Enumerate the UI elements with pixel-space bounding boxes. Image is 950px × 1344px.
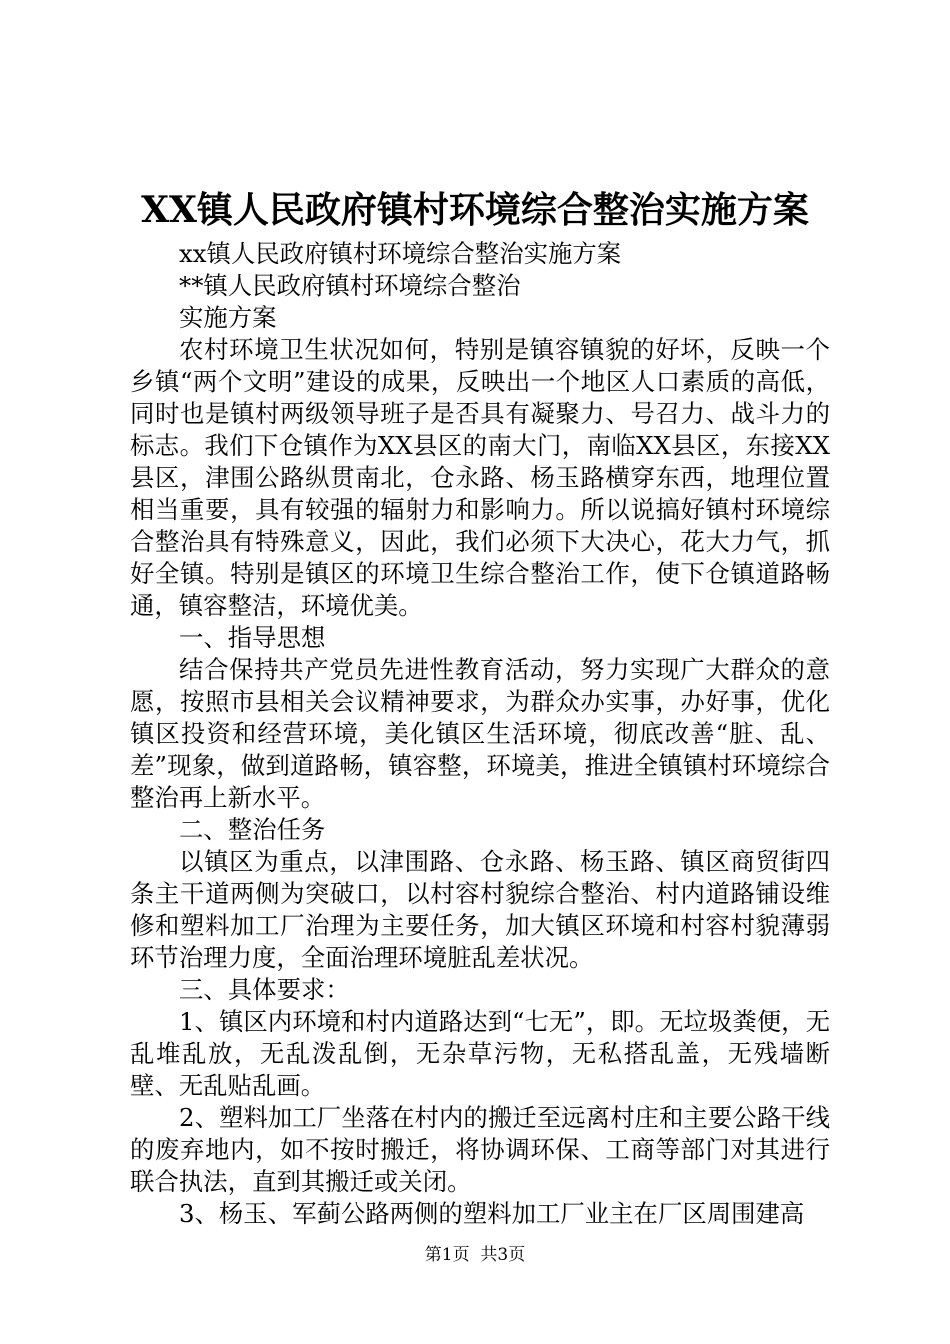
document-title: XX镇人民政府镇村环境综合整治实施方案	[141, 189, 809, 231]
paragraph-subtitle: xx镇人民政府镇村环境综合整治实施方案	[179, 239, 622, 268]
paragraph-intro: 农村环境卫生状况如何，特别是镇容镇貌的好坏，反映一个乡镇“两个文明”建设的成果，反映出一个地区人口素质的高低，同时也是镇村两级领导班子是否具有凝聚力、号召力、战斗力的标志。我们下仓镇作为XX县区的南大门，南临XX县区，东接XX县区，津围公路纵贯南北，仓永路、杨玉路横穿东西，地理位置相当重要，具有较强的辐射力和影响力。所以说搞好镇村环境综合整治具有特殊意义，因此，我们必须下大决心，花大力气，抓好全镇。特别是镇区的环境卫生综合整治工作，使下仓镇道路畅通，镇容整洁，环境优美。	[130, 335, 830, 620]
paragraph-requirement-2: 2、塑料加工厂坐落在村内的搬迁至远离村庄和主要公路干线的废弃地内，如不按时搬迁，将协调环保、工商等部门对其进行联合执法，直到其搬迁或关闭。	[130, 1103, 830, 1196]
section-heading-requirements: 三、具体要求：	[179, 975, 350, 1004]
section-heading-tasks: 二、整治任务	[179, 815, 326, 844]
page-footer: 第1页 共3页	[424, 1245, 526, 1265]
section-heading-guiding-ideology: 一、指导思想	[179, 623, 326, 652]
paragraph-requirement-3: 3、杨玉、军蓟公路两侧的塑料加工厂业主在厂区周围建高	[179, 1199, 805, 1228]
paragraph-guiding-ideology: 结合保持共产党员先进性教育活动，努力实现广大群众的意愿，按照市县相关会议精神要求，为群众办实事，办好事，优化镇区投资和经营环境，美化镇区生活环境，彻底改善“脏、乱、差”现象，做到道路畅，镇容整，环境美，推进全镇镇村环境综合整治再上新水平。	[130, 655, 830, 812]
paragraph-subtitle-3: 实施方案	[179, 303, 277, 332]
paragraph-requirement-1: 1、镇区内环境和村内道路达到“七无”，即。无垃圾粪便，无乱堆乱放，无乱泼乱倒，无杂草污物，无私搭乱盖，无残墙断壁、无乱贴乱画。	[130, 1007, 830, 1100]
paragraph-subtitle-2: **镇人民政府镇村环境综合整治	[179, 271, 521, 300]
paragraph-tasks: 以镇区为重点，以津围路、仓永路、杨玉路、镇区商贸街四条主干道两侧为突破口，以村容村貌综合整治、村内道路铺设维修和塑料加工厂治理为主要任务，加大镇区环境和村容村貌薄弱环节治理力度，全面治理环境脏乱差状况。	[130, 847, 830, 972]
document-body	[130, 238, 830, 1230]
